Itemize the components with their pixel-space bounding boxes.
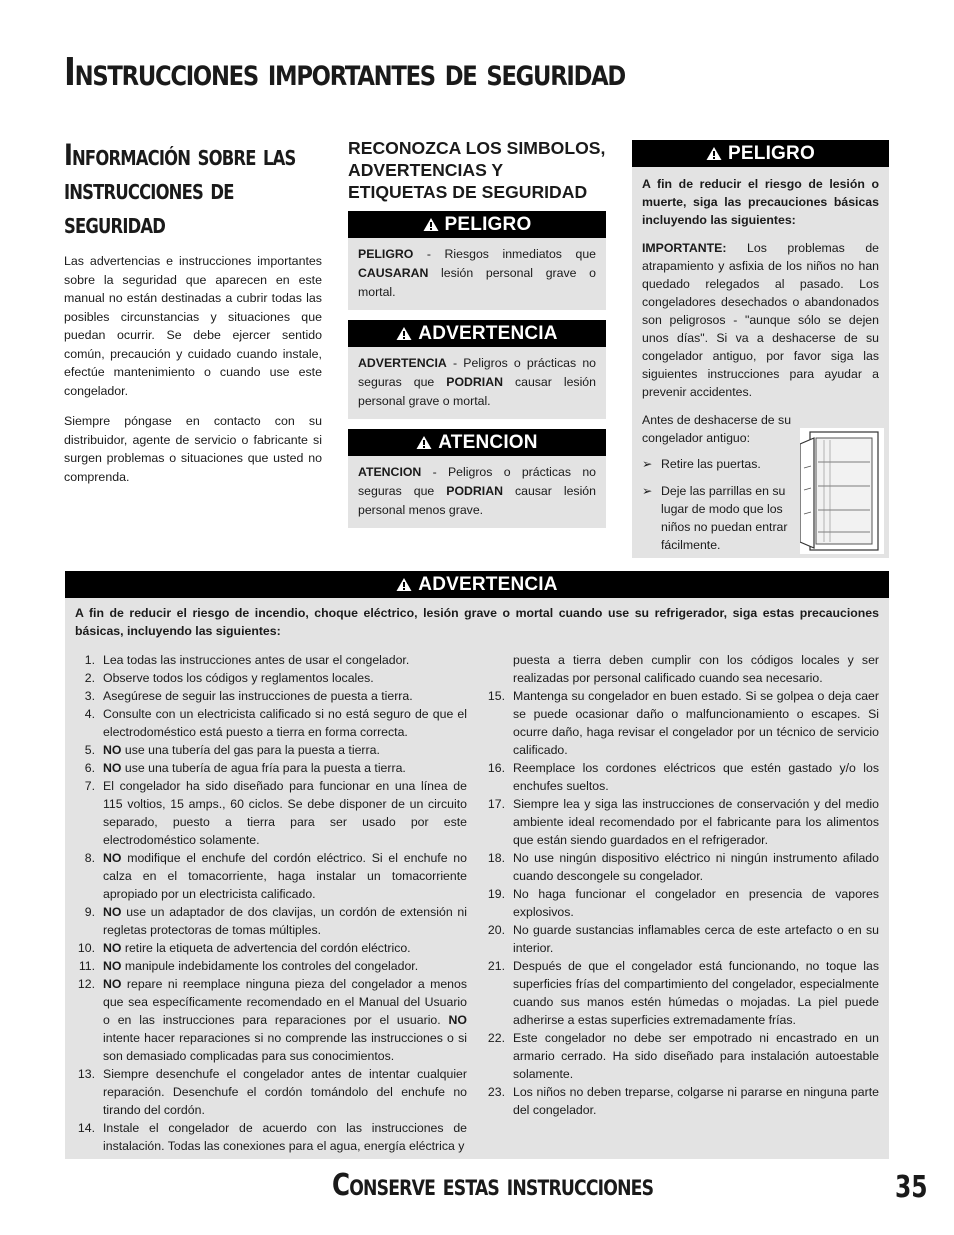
item-emphasis: NO: [103, 761, 122, 775]
list-item: [73, 1065, 467, 1119]
item-number: 13.: [77, 1067, 95, 1081]
item-number: 17.: [487, 797, 505, 811]
footer-title: Conserve estas instrucciones: [332, 1168, 654, 1203]
list-item: [73, 741, 467, 759]
list-item: [73, 777, 467, 849]
list-item: [73, 759, 467, 777]
sign-text: - Riesgos inmediatos que: [413, 247, 596, 261]
item-number: 22.: [487, 1031, 505, 1045]
list-item: [73, 651, 467, 669]
item-text: Observe todos los códigos y reglamentos locales.: [103, 671, 374, 685]
item-number: 6.: [84, 761, 95, 775]
list-item: [73, 669, 467, 687]
sign-label: ADVERTENCIA: [418, 574, 558, 595]
sign-strong: PODRIAN: [446, 484, 503, 498]
list-item: [483, 687, 879, 759]
list-item: [483, 1083, 879, 1119]
item-emphasis: NO: [448, 1013, 467, 1027]
precautions-list-right: [483, 651, 879, 1119]
item-number: 20.: [487, 923, 505, 937]
sign-bar: [348, 320, 606, 347]
item-text: No guarde sustancias inflamables cerca de este artefacto o en su interior.: [513, 923, 879, 955]
sign-bar: [348, 211, 606, 238]
list-item: [73, 903, 467, 939]
sign-description: [348, 456, 606, 528]
before-disposal: Antes de deshacerse de su congelador antiguo:: [642, 413, 792, 445]
sign-strong: PODRIAN: [446, 375, 503, 389]
sign-strong: CAUSARAN: [358, 266, 429, 280]
symbols-heading: RECONOZCA LOS SIMBOLOS, ADVERTENCIAS Y ETIQUETAS DE SEGURIDAD: [348, 138, 606, 202]
item-text: use una tubería del gas para la puesta a tierra.: [121, 743, 380, 757]
item-emphasis: NO: [103, 941, 122, 955]
sign-word: ATENCION: [358, 465, 422, 479]
list-item: [73, 939, 467, 957]
item-number: 21.: [487, 959, 505, 973]
page-title: Instrucciones importantes de seguridad: [64, 50, 626, 94]
item-number: 16.: [487, 761, 505, 775]
danger-intro: A fin de reducir el riesgo de lesión o muerte, siga las precauciones básicas incluyendo las siguientes:: [642, 177, 879, 227]
item-text: manipule indebidamente los controles del congelador.: [121, 959, 419, 973]
sign-label: PELIGRO: [728, 143, 815, 164]
list-item: [483, 921, 879, 957]
important-label: IMPORTANTE:: [642, 241, 727, 255]
item-number: 14.: [77, 1121, 95, 1135]
item-text: Siempre lea y siga las instrucciones de conservación y del medio ambiente ideal recomendado por el fabricante para los alimentos que están siendo guardados en el refrigerador.: [513, 797, 879, 847]
item-text: Consulte con un electricista calificado si no está seguro de que el electrodoméstico está puesto a tierra en forma correcta.: [103, 707, 467, 739]
info-column: [64, 138, 322, 498]
item-text: modifique el enchufe del cordón eléctrico. Si el enchufe no calza en el tomacorriente, haga instalar un tomacorriente apropiado por un electricista calificado.: [103, 851, 467, 901]
info-paragraph: Las advertencias e instrucciones importantes sobre la seguridad que aparecen en este manual no están destinadas a cubrir todas las posibles circunstancias y situaciones que puedan ocurrir. Se debe ejercer sentido común, precaución y cuidado cuando instale, efectúe mantenimiento o cuando use este congelador.: [64, 254, 322, 398]
item-emphasis: NO: [103, 959, 122, 973]
list-item: [73, 975, 467, 1065]
item-text: Este congelador no debe ser empotrado ni encastrado en un armario cerrado. Ha sido diseñado para instalación autoestable solamente.: [513, 1031, 879, 1081]
item-text: Siempre desenchufe el congelador antes de intentar cualquier reparación. Desenchufe el cordón tomándolo del enchufe no tirando del cordón.: [103, 1067, 467, 1117]
list-item: [483, 957, 879, 1029]
list-item: [483, 849, 879, 885]
item-text: Lea todas las instrucciones antes de usar el congelador.: [103, 653, 410, 667]
warning-triangle-icon: [396, 577, 412, 592]
warning-triangle-icon: [396, 326, 412, 341]
item-number: 1.: [84, 653, 95, 667]
item-number: 18.: [487, 851, 505, 865]
sign-word: ADVERTENCIA: [358, 356, 447, 370]
item-number: 23.: [487, 1085, 505, 1099]
item-text: retire la etiqueta de advertencia del cordón eléctrico.: [121, 941, 411, 955]
sign-text: - Peligros o prácticas no seguras que: [358, 465, 596, 498]
list-item: [73, 705, 467, 741]
item-emphasis: NO: [103, 851, 122, 865]
item-emphasis: NO: [103, 977, 122, 991]
item-text: Reemplace los cordones eléctricos que estén gastado y/o los enchufes sueltos.: [513, 761, 879, 793]
item-number: 5.: [84, 743, 95, 757]
sign-text: - Peligros o prácticas no seguras que: [358, 356, 596, 389]
warning-triangle-icon: [416, 435, 432, 450]
item-emphasis: NO: [103, 905, 122, 919]
item-text: No haga funcionar el congelador en presencia de vapores explosivos.: [513, 887, 879, 919]
sign-label: ADVERTENCIA: [418, 323, 558, 344]
sign-label: PELIGRO: [444, 214, 532, 235]
item-emphasis: NO: [103, 743, 122, 757]
list-item: [73, 957, 467, 975]
item-text: Mantenga su congelador en buen estado. Si se golpea o deja caer se puede ocasionar daño o malfuncionamiento o escapes. Si ocurre daño, haga revisar el congelador por un técnico de servicio calificado.: [513, 689, 879, 757]
item-number: 4.: [84, 707, 95, 721]
list-item: [73, 687, 467, 705]
sign-text: lesión personal grave o mortal.: [358, 266, 596, 299]
list-item: [483, 651, 879, 687]
arrow-bullet-icon: ➢: [642, 457, 653, 471]
item-number: 7.: [84, 779, 95, 793]
item-text: intente hacer reparaciones si no comprende las instrucciones o si son demasiado complicadas para sus conocimientos.: [103, 1031, 467, 1063]
sign-text: causar lesión personal grave o mortal.: [358, 375, 596, 408]
sign-word: PELIGRO: [358, 247, 414, 261]
item-text: No use ningún dispositivo eléctrico ni ningún instrumento afilado cuando descongele su congelador.: [513, 851, 879, 883]
sign-description: [348, 347, 606, 419]
item-text: El congelador ha sido diseñado para funcionar en una línea de 115 voltios, 15 amps., 60 ciclos. Se debe disponer de un circuito separado, puesto a tierra para ser usado por este electrodoméstico solamente.: [103, 779, 467, 847]
sign-bar: [348, 429, 606, 456]
item-text: use una tubería de agua fría para la puesta a tierra.: [121, 761, 406, 775]
symbols-column: [348, 137, 606, 538]
page-number: 35: [895, 1170, 928, 1205]
warning-box: [65, 571, 889, 1159]
sign-box-advertencia: [348, 320, 606, 419]
section-subtitle: Información sobre las instrucciones de seguridad: [64, 138, 296, 240]
item-number: 19.: [487, 887, 505, 901]
item-text: use un adaptador de dos clavijas, un cordón de extensión ni regletas protectoras de tomas múltiples.: [103, 905, 467, 937]
danger-box: [632, 140, 889, 558]
precautions-list-left: [73, 651, 467, 1155]
warning-triangle-icon: [706, 146, 722, 161]
list-item: [483, 759, 879, 795]
item-number: 8.: [84, 851, 95, 865]
sign-description: [348, 238, 606, 310]
sign-bar: [632, 140, 889, 167]
list-item: ➢ Retire las puertas.: [642, 457, 761, 471]
list-item: [73, 1119, 467, 1155]
item-number: 15.: [487, 689, 505, 703]
arrow-bullet-icon: ➢: [642, 484, 653, 498]
list-item: ➢ Deje las parrillas en su lugar de modo que los niños no puedan entrar fácilmente.: [642, 484, 788, 552]
item-number: 12.: [77, 977, 95, 991]
warning-triangle-icon: [423, 217, 439, 232]
list-item: [483, 1029, 879, 1083]
sign-text: causar lesión personal menos grave.: [358, 484, 596, 517]
item-text: Instale el congelador de acuerdo con las instrucciones de instalación. Todas las conexiones para el agua, energía eléctrica y: [103, 1121, 467, 1153]
item-text: Los niños no deben treparse, colgarse ni pararse en ninguna parte del congelador.: [513, 1085, 879, 1117]
sign-label: ATENCION: [438, 432, 538, 453]
item-text: repare ni reemplace ninguna pieza del congelador a menos que sea específicamente recomendado en el Manual del Usuario o en las instrucciones para reparaciones por el usuario.: [103, 977, 467, 1027]
item-number: 3.: [84, 689, 95, 703]
item-text: puesta a tierra deben cumplir con los códigos locales y ser realizadas por personal calificado cuando sea necesario.: [513, 653, 879, 685]
item-number: 2.: [84, 671, 95, 685]
important-paragraph: [642, 239, 879, 401]
list-item: [483, 795, 879, 849]
important-text: Los problemas de atrapamiento y asfixia de los niños no han quedado relegados al pasado. Los congeladores desechados o abandonados son peligrosos - "aunque sólo se dejen unos días". Si va a deshacerse de su congelador antiguo, por favor siga las siguientes instrucciones para ayudar a prevenir accidentes.: [642, 241, 879, 399]
warning-intro: A fin de reducir el riesgo de incendio, choque eléctrico, lesión grave o mortal cuando use su refrigerador, siga estas precauciones básicas, incluyendo las siguientes:: [75, 606, 879, 638]
sign-box-atencion: [348, 429, 606, 528]
freezer-illustration-icon: [800, 428, 884, 554]
item-number: 11.: [78, 959, 95, 973]
info-paragraph: Siempre póngase en contacto con su distribuidor, agente de servicio o fabricante si surgen problemas o situaciones que usted no comprenda.: [64, 414, 322, 484]
item-text: Asegúrese de seguir las instrucciones de puesta a tierra.: [103, 689, 413, 703]
list-item: [483, 885, 879, 921]
item-number: 10.: [77, 941, 95, 955]
sign-bar: [65, 571, 889, 598]
item-number: 9.: [84, 905, 95, 919]
list-item: [73, 849, 467, 903]
item-text: Después de que el congelador está funcionando, no toque las superficies frías del compartimiento del congelador, especialmente cuando sus manos estén húmedas o mojadas. La piel puede adherirse a estas superficies extremadamente frías.: [513, 959, 879, 1027]
sign-box-peligro: [348, 211, 606, 310]
